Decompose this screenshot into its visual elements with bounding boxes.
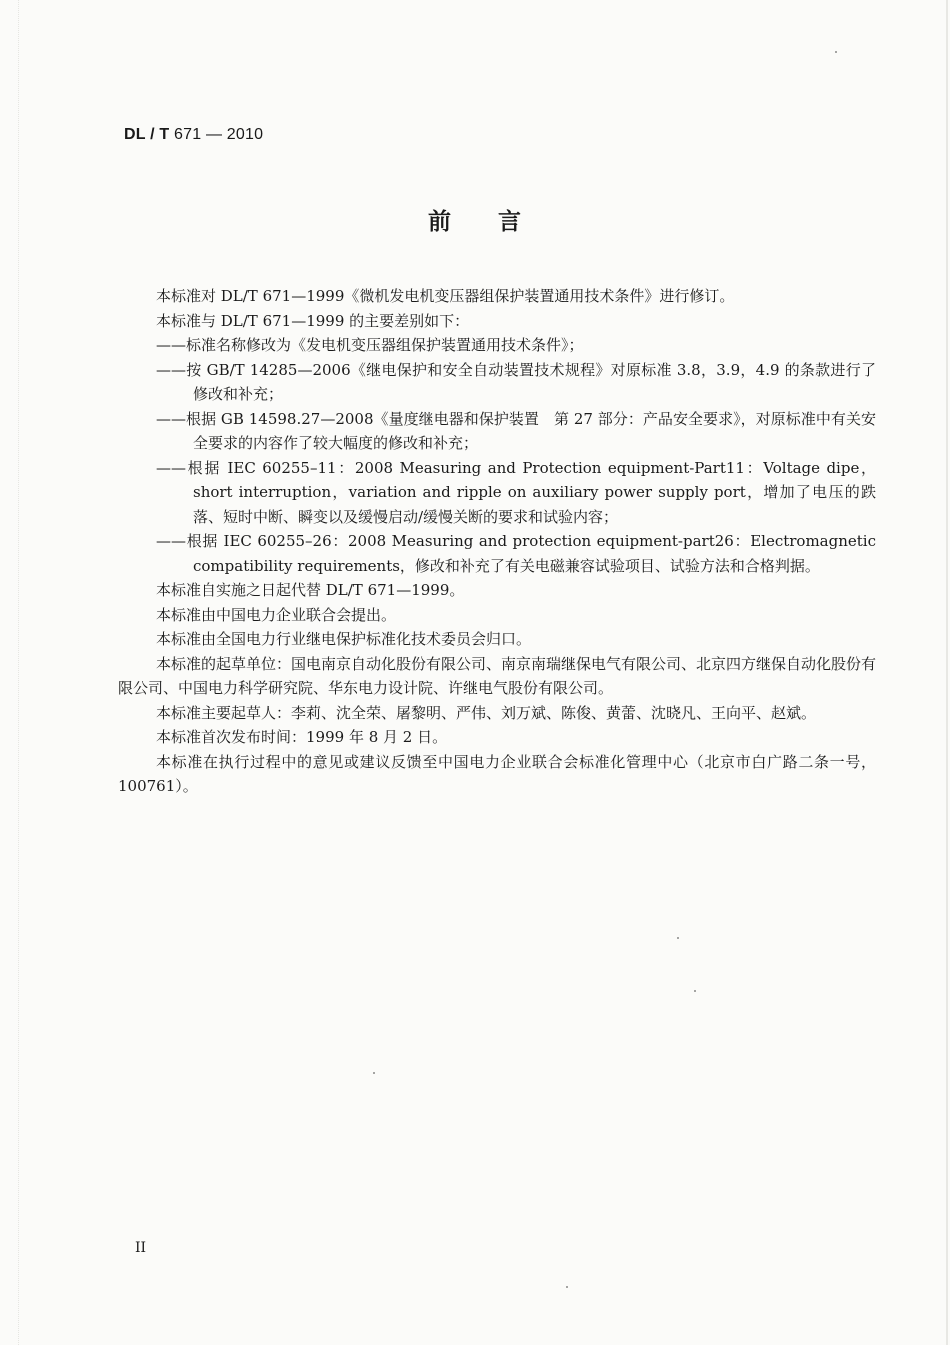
scan-speck: [694, 990, 696, 992]
paragraph-managed-by: 本标准由全国电力行业继电保护标准化技术委员会归口。: [156, 630, 532, 648]
scan-speck: [677, 937, 679, 939]
scan-speck: [373, 1072, 375, 1074]
document-code-number: 671 — 2010: [174, 126, 264, 143]
difference-item-5: ——根据 IEC 60255–26：2008 Measuring and protection equipment-part26：Electromagnetic compatibility requirements，修改和补充了有关电磁兼容试验项目、试验方法和合格判据。: [156, 532, 876, 575]
scan-edge-left: [18, 0, 19, 1345]
scan-edge-right: [946, 0, 948, 1345]
foreword-body: [118, 284, 876, 799]
difference-item-1: ——标准名称修改为《发电机变压器组保护装置通用技术条件》；: [156, 336, 584, 354]
paragraph-drafters: 本标准主要起草人：李莉、沈全荣、屠黎明、严伟、刘万斌、陈俊、黄蕾、沈晓凡、王向平、赵斌。: [156, 703, 817, 722]
difference-item-3: ——根据 GB 14598.27—2008《量度继电器和保护装置 第 27 部分：产品安全要求》，对原标准中有关安全要求的内容作了较大幅度的修改和补充；: [156, 409, 876, 452]
scan-speck: [835, 51, 837, 53]
difference-item-4: ——根据 IEC 60255–11：2008 Measuring and Protection equipment-Part11：Voltage dipe，short interruption，variation and ripple on auxiliary power supply port，增加了电压的跌落、短时中断、瞬变以及缓慢启动/缓慢关断的要求和试验内容；: [156, 458, 876, 526]
document-code: [124, 126, 263, 144]
paragraph-revision: 本标准对 DL/T 671—1999《微机发电机变压器组保护装置通用技术条件》进行修订。: [156, 287, 735, 305]
scan-speck: [566, 1286, 568, 1288]
page-title-char-1: 前: [428, 209, 452, 235]
paragraph-feedback: 本标准在执行过程中的意见或建议反馈至中国电力企业联合会标准化管理中心（北京市白广路二条一号，100761）。: [118, 752, 876, 795]
paragraph-first-release: 本标准首次发布时间：1999 年 8 月 2 日。: [156, 728, 448, 746]
page-title-char-2: 言: [498, 209, 522, 235]
paragraph-replaces: 本标准自实施之日起代替 DL/T 671—1999。: [156, 581, 465, 599]
page-title: [0, 203, 950, 236]
document-code-prefix: DL / T: [124, 126, 170, 143]
paragraph-proposed-by: 本标准由中国电力企业联合会提出。: [156, 605, 397, 624]
difference-item-2: ——按 GB/T 14285—2006《继电保护和安全自动装置技术规程》对原标准 3.8，3.9，4.9 的条款进行了修改和补充；: [156, 360, 876, 403]
paragraph-drafting-units: 本标准的起草单位：国电南京自动化股份有限公司、南京南瑞继保电气有限公司、北京四方继保自动化股份有限公司、中国电力科学研究院、华东电力设计院、许继电气股份有限公司。: [118, 654, 877, 697]
page-number: II: [135, 1240, 147, 1256]
paragraph-differences-intro: 本标准与 DL/T 671—1999 的主要差别如下：: [156, 311, 470, 330]
